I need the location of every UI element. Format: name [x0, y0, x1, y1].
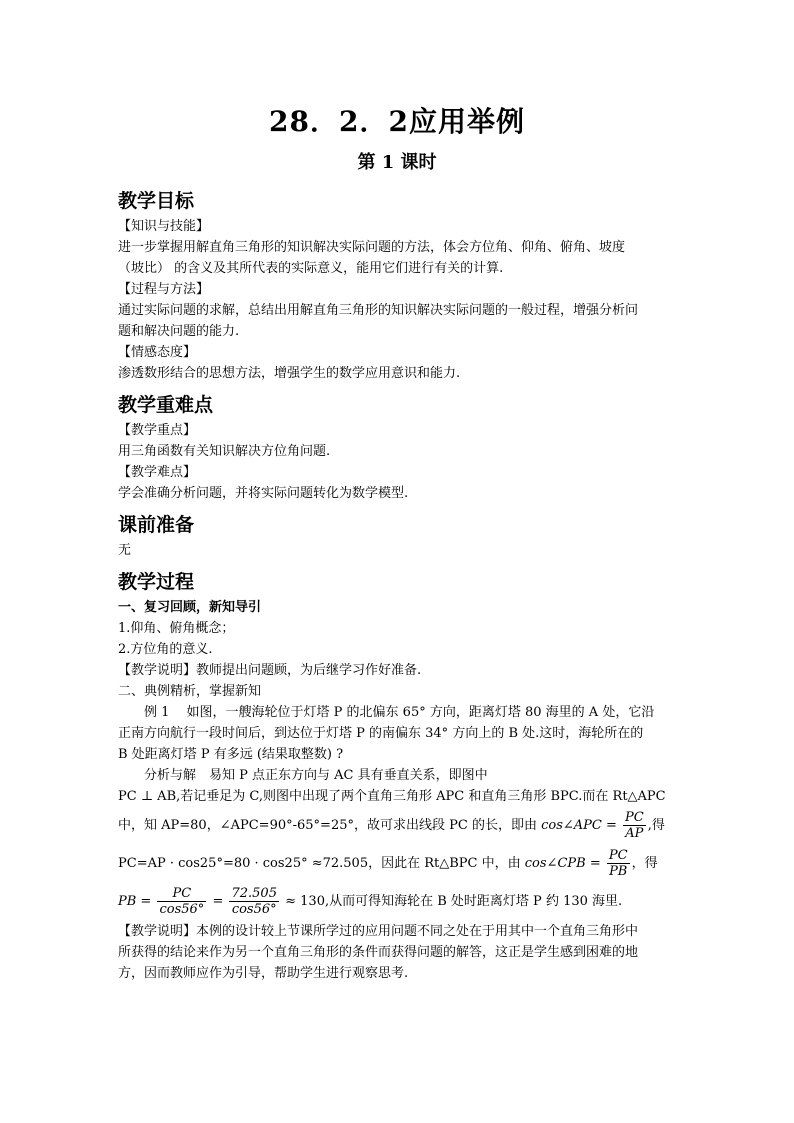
example-line-3: B 处距离灯塔 P 有多远 (结果取整数) ?: [118, 747, 344, 762]
teaching-note-2-line-3: 方，因而教师应作为引导，帮助学生进行观察思考.: [118, 966, 409, 981]
section1-item-1: 1.仰角、俯角概念；: [118, 621, 235, 636]
solution-line-3-end: ，得: [631, 856, 658, 871]
fraction-numerator: PC: [157, 886, 206, 902]
key-text: 用三角函数有关知识解决方位角问题.: [118, 444, 331, 459]
document-body: [118, 186, 678, 984]
fraction-pc-pb: [607, 848, 630, 879]
solution-line-2: [118, 807, 678, 845]
keypoints-heading: 教学重难点: [118, 394, 214, 416]
solution-line-4-text: 从而可得知海轮在 B 处时距离灯塔 P 约 130 海里.: [329, 894, 623, 909]
pb-label: PB =: [118, 894, 152, 909]
section2-title: 二、典例精析，掌握新知: [118, 684, 262, 699]
emotion-line-1: 渗透数形结合的思想方法，增强学生的数学应用意识和能力.: [118, 366, 461, 381]
process-label: 【过程与方法】: [118, 282, 210, 297]
fraction-denominator: cos56°: [159, 902, 205, 917]
fraction-pc-ap: [623, 810, 646, 841]
approx-value: ≈ 130,: [285, 894, 330, 909]
solution-line-3: [118, 845, 678, 883]
solution-line-3-text: PC=AP · cos25°=80 · cos25° ≈72.505，因此在 Rt△BPC 中，由: [118, 856, 521, 871]
teaching-note-1: 【教学说明】教师提出问题顾，为后继学习作好准备.: [118, 663, 422, 678]
emotion-label: 【情感态度】: [118, 345, 197, 360]
fraction-numerator: 72.505: [231, 886, 277, 901]
analysis-line: 分析与解 易知 P 点正东方向与 AC 具有垂直关系，即图中: [144, 768, 488, 783]
objectives-heading: 教学目标: [118, 190, 195, 212]
example-line-1: 例 1 如图，一艘海轮位于灯塔 P 的北偏东 65° 方向，距离灯塔 80 海里的 A 处，它沿: [144, 705, 655, 720]
process-line-2: 题和解决问题的能力.: [118, 324, 240, 339]
fraction-numerator: PC: [625, 810, 644, 825]
page-subtitle: 第 1 课时: [357, 152, 437, 173]
section1-item-2: 2.方位角的意义.: [118, 642, 213, 657]
equals-sign: =: [212, 894, 224, 909]
solution-line-2-end: ,得: [647, 818, 665, 833]
process-heading: 教学过程: [118, 571, 195, 593]
solution-line-2-text: 中，知 AP=80，∠APC=90°-65°=25°，故可求出线段 PC 的长，即由: [118, 818, 537, 833]
preparation-text: 无: [118, 543, 132, 558]
fraction-denominator: cos56°: [231, 902, 277, 917]
knowledge-line-2: （坡比） 的含义及其所代表的实际意义，能用它们进行有关的计算.: [118, 261, 504, 276]
fraction-denominator: AP: [625, 826, 644, 841]
fraction-pc-cos56: [157, 886, 206, 917]
process-line-1: 通过实际问题的求解，总结出用解直角三角形的知识解决实际问题的一般过程，增强分析问: [118, 303, 639, 318]
cos-cpb-expr: cos∠CPB =: [524, 856, 601, 871]
knowledge-line-1: 进一步掌握用解直角三角形的知识解决实际问题的方法，体会方位角、仰角、俯角、坡度: [118, 240, 626, 255]
fraction-value-cos56: [229, 886, 279, 917]
section1-title: 一、复习回顾，新知导引: [118, 600, 262, 615]
knowledge-label: 【知识与技能】: [118, 219, 210, 234]
page-title: 28．2．2应用举例: [269, 105, 525, 138]
preparation-heading: 课前准备: [118, 514, 195, 536]
solution-line-1: PC ⊥ AB,若记垂足为 C,则图中出现了两个直角三角形 APC 和直角三角形 BPC.而在 Rt△APC: [118, 789, 666, 804]
teaching-note-2-line-1: 【教学说明】本例的设计较上节课所学过的应用问题不同之处在于用其中一个直角三角形中: [118, 924, 639, 939]
example-line-2: 正南方向航行一段时间后，到达位于灯塔 P 的南偏东 34° 方向上的 B 处.这时，海轮所在的: [118, 726, 644, 741]
teaching-note-2-line-2: 所获得的结论来作为另一个直角三角形的条件而获得问题的解答，这正是学生感到困难的地: [118, 945, 639, 960]
fraction-numerator: PC: [608, 848, 628, 863]
key-label: 【教学重点】: [118, 423, 197, 438]
difficult-label: 【教学难点】: [118, 465, 197, 480]
cos-apc-expr: cos∠APC =: [541, 818, 617, 833]
fraction-denominator: PB: [609, 864, 628, 879]
solution-line-4: [118, 883, 678, 921]
difficult-text: 学会准确分析问题，并将实际问题转化为数学模型.: [118, 486, 409, 501]
